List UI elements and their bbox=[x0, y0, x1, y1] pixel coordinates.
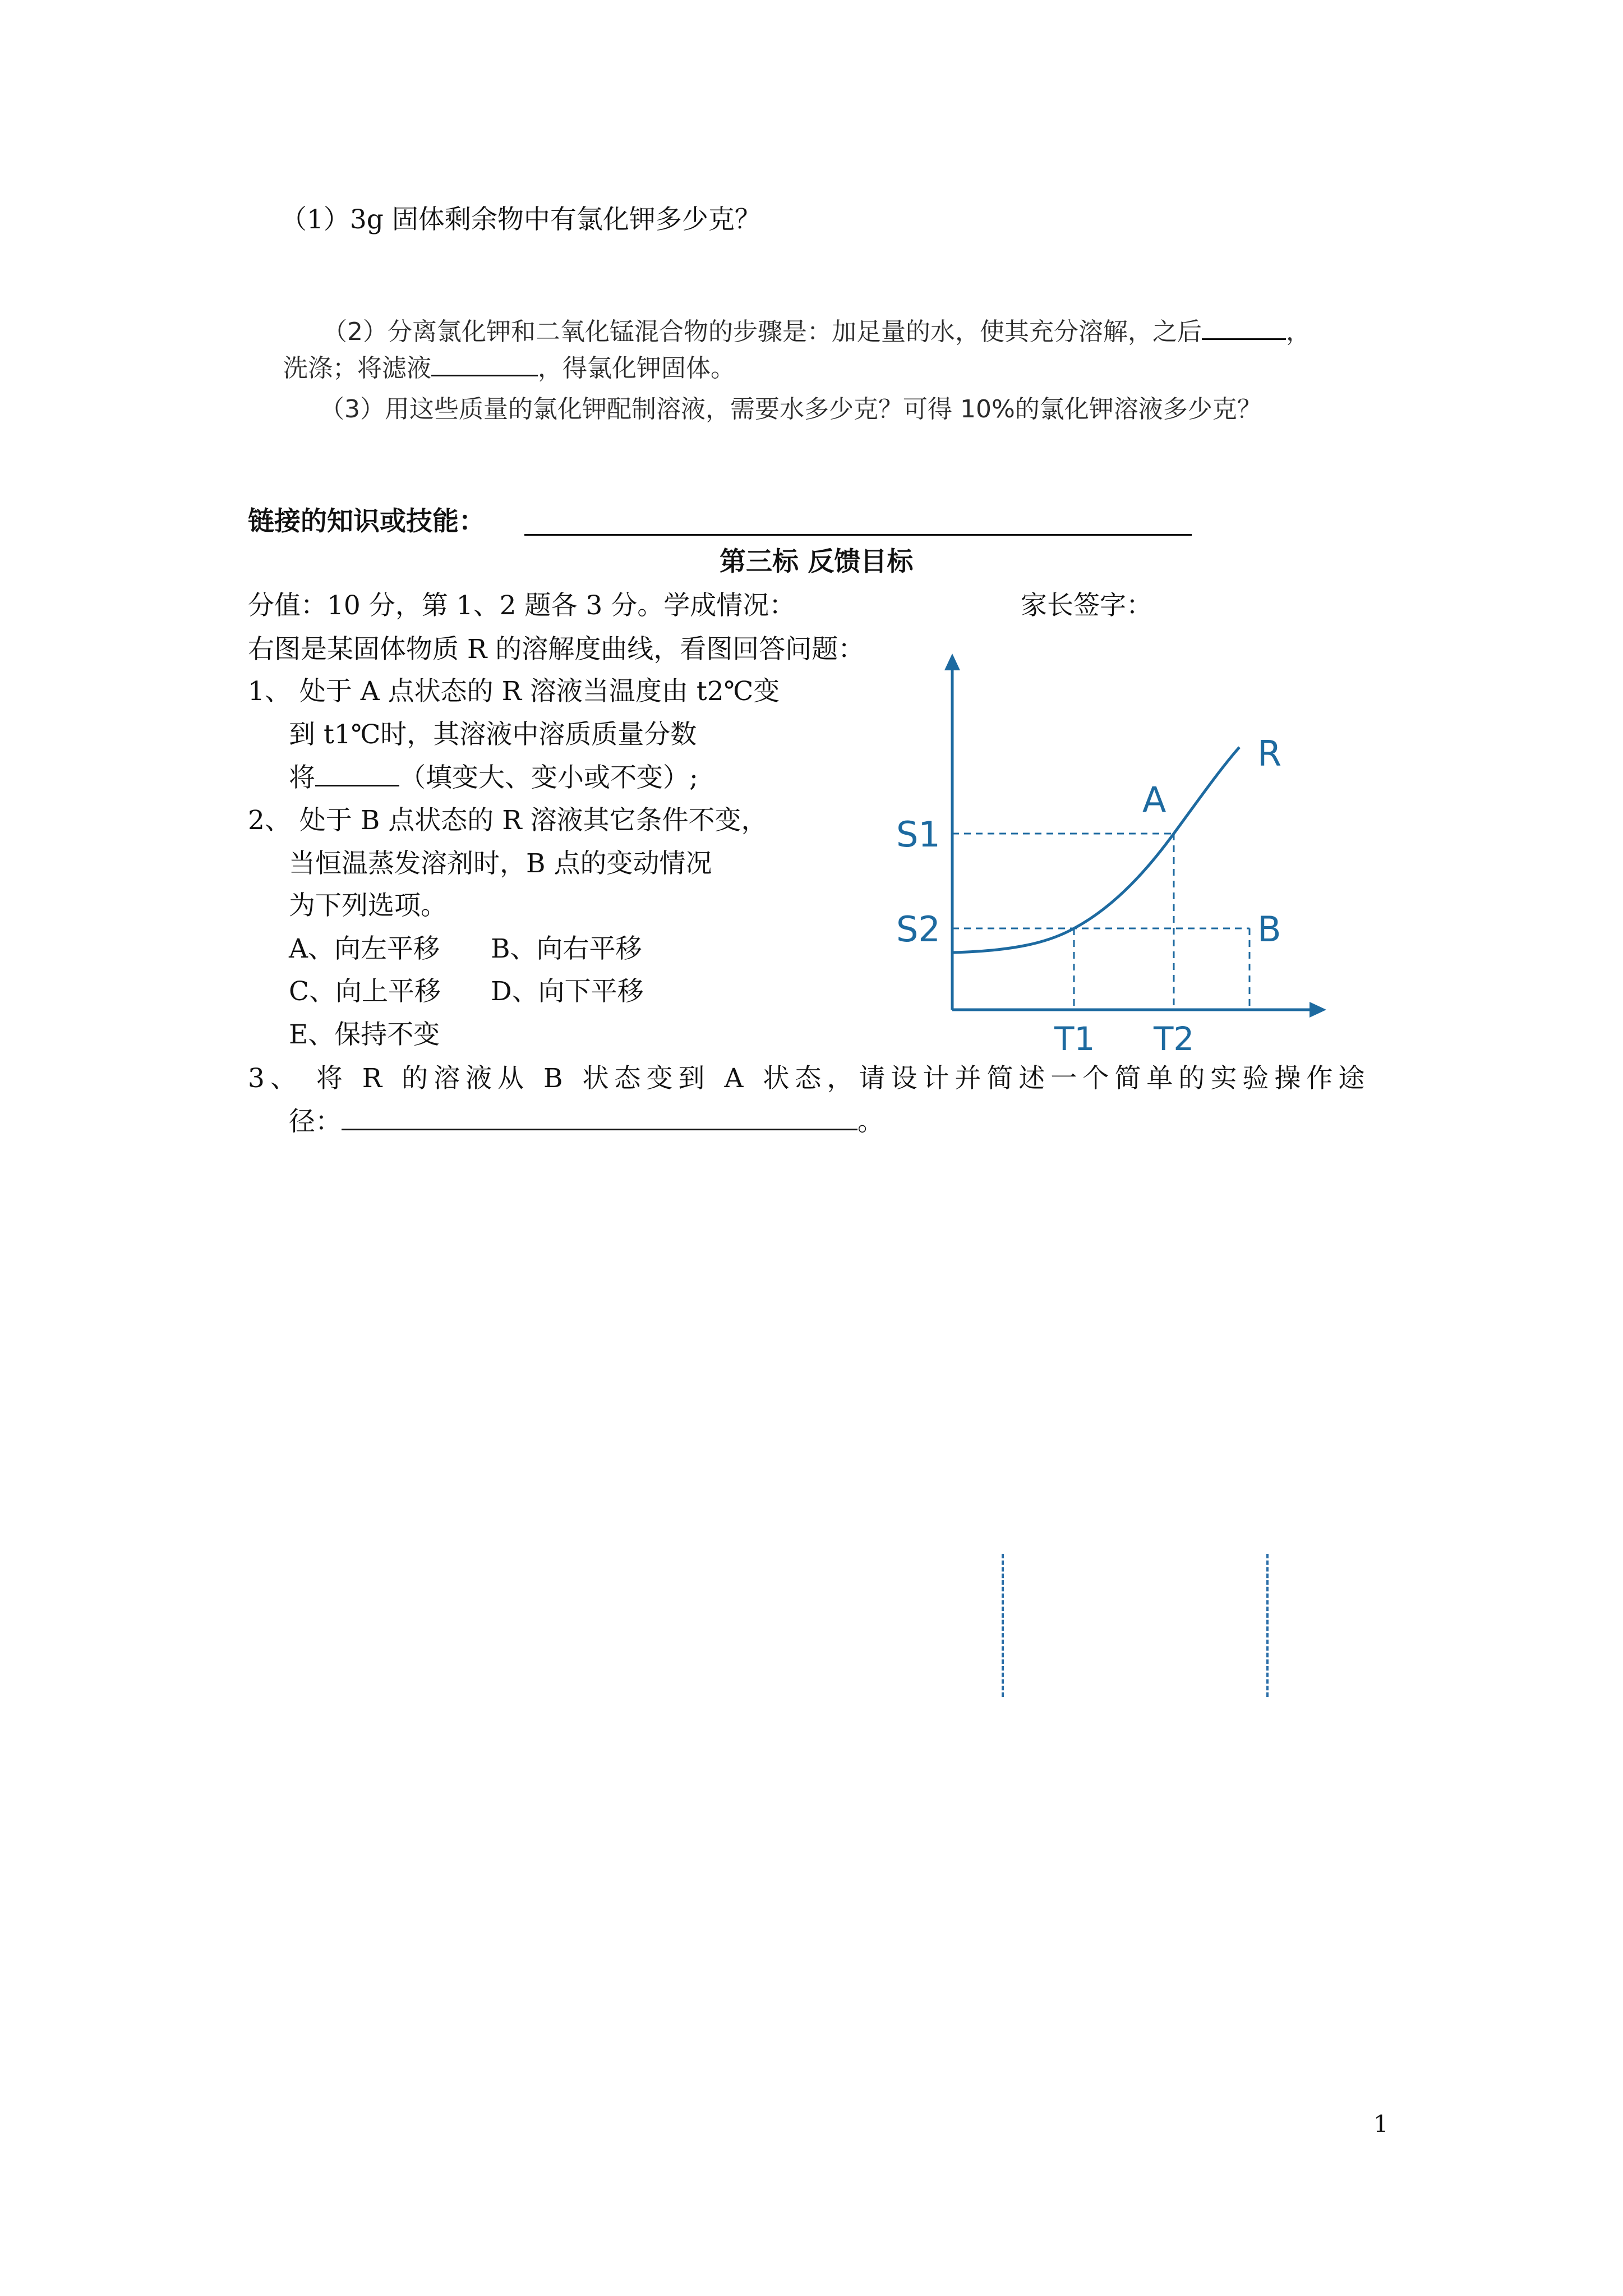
linked-skills-label: 链接的知识或技能： bbox=[248, 506, 485, 537]
x-axis-arrow-icon bbox=[1310, 1002, 1326, 1018]
question-2-line-2 bbox=[283, 348, 735, 384]
question-2-blank-1[interactable] bbox=[1202, 338, 1286, 340]
linked-skills-underline[interactable] bbox=[524, 534, 1192, 536]
point-label-a: A bbox=[1142, 779, 1166, 820]
q3-line-2 bbox=[289, 1105, 884, 1139]
y-axis-arrow-icon bbox=[944, 654, 960, 670]
question-2-line-2-text-a: 洗涤；将滤液 bbox=[283, 354, 431, 383]
question-2-blank-2[interactable] bbox=[431, 375, 538, 376]
parent-sign-label: 家长签字： bbox=[1021, 590, 1152, 621]
solubility-chart bbox=[875, 651, 1335, 1055]
q1-line-2: 到 t1℃时，其溶液中溶质质量分数 bbox=[289, 719, 697, 750]
q2-option-c[interactable]: C、向上平移 bbox=[289, 976, 441, 1007]
q1-line-3-pre: 将 bbox=[289, 762, 315, 793]
q2-line-3: 为下列选项。 bbox=[289, 890, 447, 921]
section-title: 第三标 反馈目标 bbox=[720, 546, 914, 577]
q2-line-1: 2、 处于 B 点状态的 R 溶液其它条件不变， bbox=[248, 805, 768, 836]
q3-blank[interactable] bbox=[342, 1129, 857, 1130]
question-1: （1）3g 固体剩余物中有氯化钾多少克？ bbox=[280, 204, 761, 235]
curve-r bbox=[952, 747, 1239, 953]
question-2-line-1 bbox=[322, 311, 1311, 347]
q1-line-3-post: （填变大、变小或不变）; bbox=[399, 762, 698, 793]
q2-option-e[interactable]: E、保持不变 bbox=[289, 1019, 440, 1050]
q3-line-2-post: 。 bbox=[857, 1106, 884, 1137]
q2-option-a[interactable]: A、向左平移 bbox=[289, 933, 440, 964]
x-tick-t2: T2 bbox=[1154, 1020, 1195, 1055]
question-2-line-1-text: （2）分离氯化钾和二氧化锰混合物的步骤是：加足量的水，使其充分溶解，之后 bbox=[322, 318, 1202, 346]
q3-line-1-text: 3、 将 R 的溶液从 B 状态变到 A 状态，请设计并简述一个简单的实验操作途 bbox=[248, 1063, 1371, 1094]
q2-line-2: 当恒温蒸发溶剂时，B 点的变动情况 bbox=[289, 848, 712, 879]
q3-line-2-pre: 径： bbox=[289, 1106, 342, 1137]
question-2-line-2-text-b: ，得氯化钾固体。 bbox=[538, 354, 735, 383]
intro-text: 右图是某固体物质 R 的溶解度曲线，看图回答问题： bbox=[248, 634, 865, 665]
y-tick-s2: S2 bbox=[896, 909, 940, 950]
question-2-line-1-end: ， bbox=[1286, 318, 1311, 346]
x-tick-t1: T1 bbox=[1054, 1020, 1095, 1055]
dashed-line-left bbox=[1002, 1554, 1004, 1697]
q3-line-1 bbox=[248, 1062, 1392, 1096]
page-number: 1 bbox=[1373, 2110, 1389, 2138]
question-3: （3）用这些质量的氯化钾配制溶液，需要水多少克？可得 10%的氯化钾溶液多少克？ bbox=[320, 395, 1262, 424]
q1-line-1: 1、 处于 A 点状态的 R 溶液当温度由 t2℃变 bbox=[248, 676, 780, 707]
dashed-line-right bbox=[1266, 1554, 1269, 1697]
q1-blank[interactable] bbox=[315, 785, 399, 786]
score-line: 分值：10 分，第 1、2 题各 3 分。学成情况： bbox=[248, 590, 796, 621]
q2-option-b[interactable]: B、向右平移 bbox=[491, 933, 642, 964]
y-tick-s1: S1 bbox=[896, 814, 940, 855]
q1-line-3 bbox=[289, 761, 698, 795]
curve-label-r: R bbox=[1257, 733, 1282, 774]
q2-option-d[interactable]: D、向下平移 bbox=[491, 976, 644, 1007]
point-label-b: B bbox=[1257, 909, 1281, 950]
